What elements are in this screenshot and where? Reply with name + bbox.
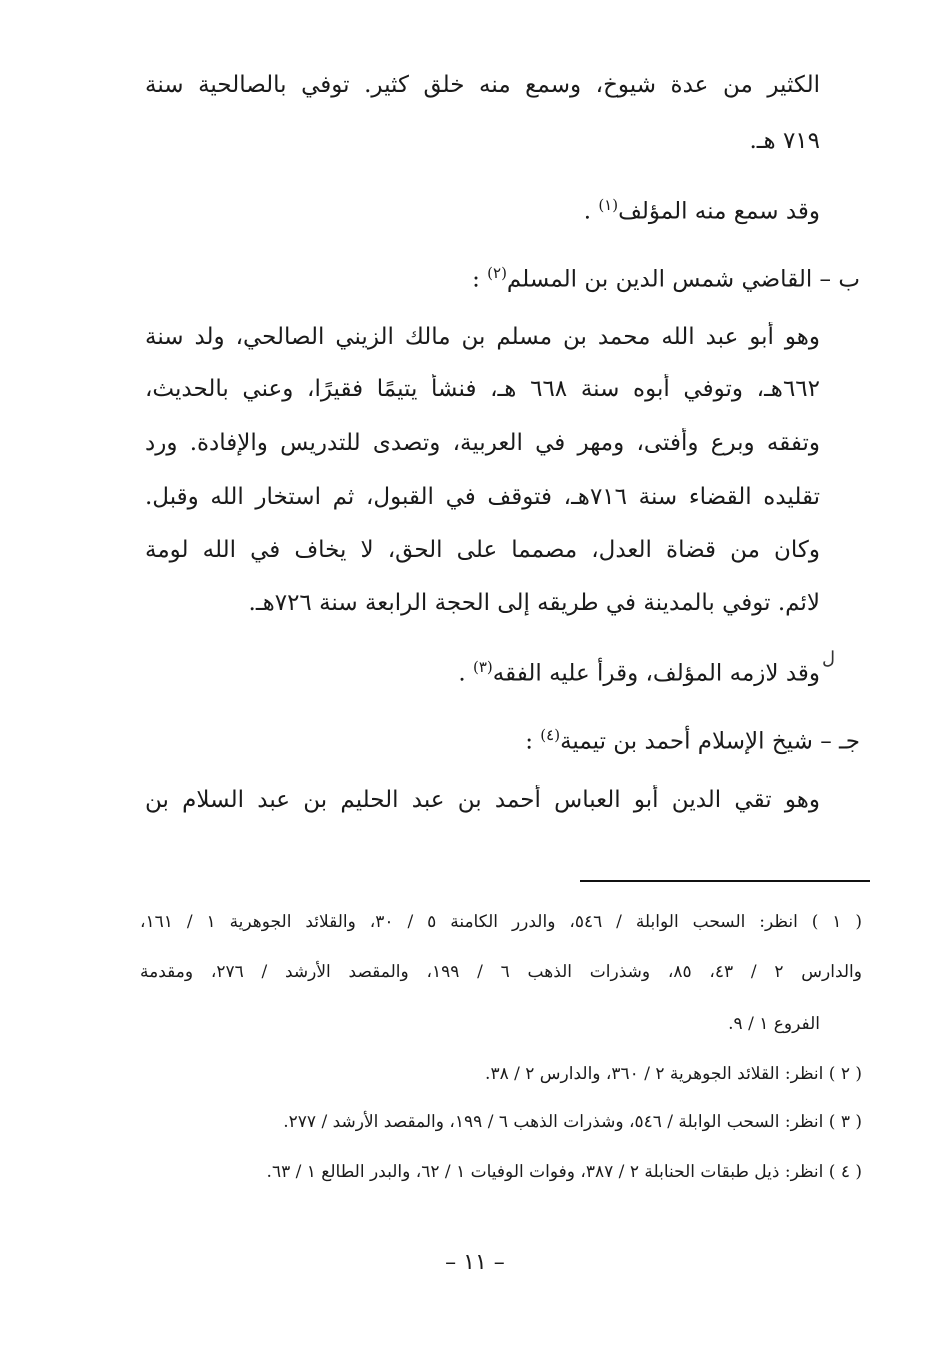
section-heading-b-text: ب – القاضي شمس الدين بن المسلم: [506, 266, 860, 293]
section-heading-c-end: :: [525, 728, 541, 755]
body-line-11: [458, 652, 820, 689]
body-line-10: لائم. توفي بالمدينة في طريقه إلى الحجة الرابعة سنة ٧٢٦هـ.: [248, 590, 820, 616]
footnote-4: ( ٤ ) انظر: ذيل طبقات الحنابلة ٢ / ٣٨٧، وفوات الوفيات ١ / ٦٢، والبدر الطالع ١ / ٦٣.: [266, 1162, 862, 1182]
footnote-ref-1: (١): [598, 196, 619, 214]
body-line-6: ٦٦٢هـ، وتوفي أبوه سنة ٦٦٨ هـ، فنشأ يتيمًا فقيرًا، وعني بالحديث،: [145, 376, 820, 402]
footnote-2: ( ٢ ) انظر: القلائد الجوهرية ٢ / ٣٦٠، والدارس ٢ / ٣٨.: [485, 1064, 862, 1084]
section-heading-c: [525, 720, 860, 757]
body-line-7: وتفقه وبرع وأفتى، ومهر في العربية، وتصدى للتدريس والإفادة. ورد: [145, 430, 820, 456]
body-line-3-text: وقد سمع منه المؤلف: [618, 198, 820, 225]
body-line-11-text: وقد لازمه المؤلف، وقرأ عليه الفقه: [492, 660, 820, 687]
body-line-13: وهو تقي الدين أبو العباس أحمد بن عبد الحليم بن عبد السلام بن: [145, 787, 820, 813]
footnote-1-line-2: والدارس ٢ / ٤٣، ٨٥، وشذرات الذهب ٦ / ١٩٩، والمقصد الأرشد / ٢٧٦، ومقدمة: [140, 962, 862, 982]
footnote-ref-3: (٣): [473, 658, 493, 676]
body-line-1: الكثير من عدة شيوخ، وسمع منه خلق كثير. توفي بالصالحية سنة: [145, 72, 820, 98]
body-line-11-end: .: [458, 660, 473, 687]
section-heading-b: [472, 258, 860, 295]
body-line-3: [584, 190, 820, 227]
margin-mark: ل: [822, 648, 836, 669]
footnote-ref-4: (٤): [540, 726, 561, 744]
footnote-ref-2: (٢): [487, 264, 507, 282]
section-heading-c-text: جـ – شيخ الإسلام أحمد بن تيمية: [560, 728, 860, 755]
footnote-1-line-3: الفروع ١ / ٩.: [728, 1014, 820, 1034]
footnote-3: ( ٣ ) انظر: السحب الوابلة / ٥٤٦، وشذرات الذهب ٦ / ١٩٩، والمقصد الأرشد / ٢٧٧.: [283, 1112, 862, 1132]
page-number: – ١١ –: [445, 1250, 505, 1275]
body-line-9: وكان من قضاة العدل، مصمما على الحق، لا يخاف في الله لومة: [145, 537, 820, 563]
body-line-3-end: .: [583, 198, 599, 225]
footnote-1-line-1: ( ١ ) انظر: السحب الوابلة / ٥٤٦، والدرر الكامنة ٥ / ٣٠، والقلائد الجوهرية ١ / ١٦١،: [140, 912, 862, 932]
body-line-8: تقليده القضاء سنة ٧١٦هـ، فتوقف في القبول، ثم استخار الله وقبل.: [145, 484, 820, 510]
body-line-5: وهو أبو عبد الله محمد بن مسلم بن مالك الزيني الصالحي، ولد سنة: [145, 324, 820, 350]
footnote-separator: [580, 880, 870, 882]
section-heading-b-end: :: [472, 266, 488, 293]
body-line-2: ٧١٩ هـ.: [749, 128, 820, 154]
